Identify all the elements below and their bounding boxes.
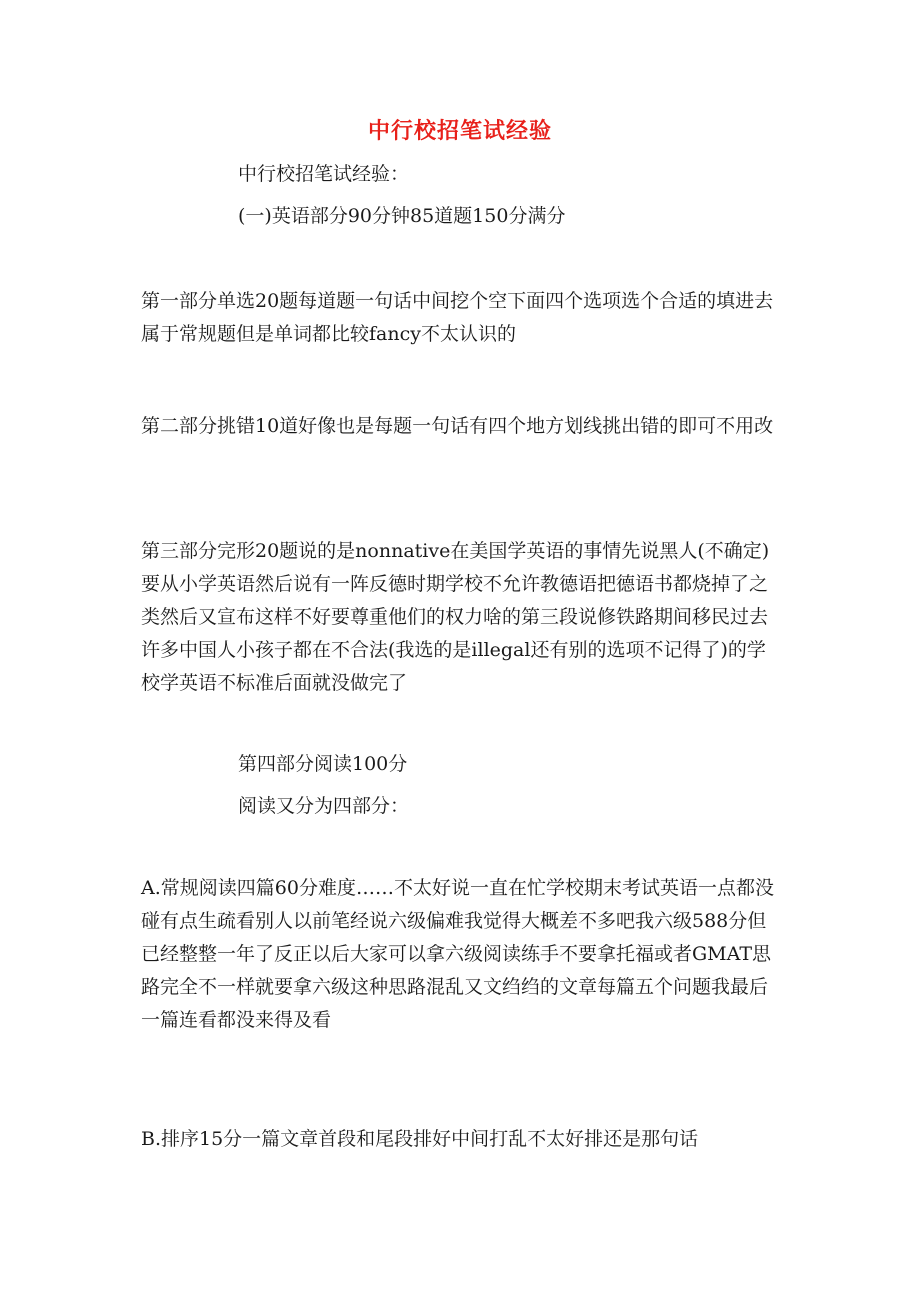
part4-heading: 第四部分阅读100分: [238, 753, 408, 775]
paragraph-part-b-text: B.排序15分一篇文章首段和尾段排好中间打乱不太好排还是那句话: [141, 1128, 699, 1150]
intro-line: 中行校招笔试经验：: [238, 163, 410, 185]
paragraph-part1-text: 第一部分单选20题每道题一句话中间挖个空下面四个选项选个合适的填进去属于常规题但是单词都比较fancy不太认识的: [141, 290, 774, 345]
paragraph-part1: [141, 285, 781, 351]
section-heading-english: (一)英语部分90分钟85道题150分满分: [238, 205, 566, 227]
part4-subheading: 阅读又分为四部分：: [238, 795, 410, 817]
document-title: 中行校招笔试经验: [367, 118, 552, 144]
paragraph-part-a-text: A.常规阅读四篇60分难度……不太好说一直在忙学校期末考试英语一点都没碰有点生疏看别人以前笔经说六级偏难我觉得大概差不多吧我六级588分但已经整整一年了反正以后大家可以拿六级阅读练手不要拿托福或者GMAT思路完全不一样就要拿六级这种思路混乱又文绉绉的文章每篇五个问题我最后一篇连看都没来得及看: [141, 877, 774, 1031]
paragraph-part2-text: 第二部分挑错10道好像也是每题一句话有四个地方划线挑出错的即可不用改: [141, 415, 774, 437]
paragraph-part2: [141, 410, 781, 443]
paragraph-part3: [141, 535, 781, 700]
paragraph-part-b: [141, 1123, 781, 1156]
paragraph-part3-text: 第三部分完形20题说的是nonnative在美国学英语的事情先说黑人(不确定)要从小学英语然后说有一阵反德时期学校不允许教德语把德语书都烧掉了之类然后又宣布这样不好要尊重他们的权力啥的第三段说修铁路期间移民过去许多中国人小孩子都在不合法(我选的是illegal还有别的选项不记得了)的学校学英语不标准后面就没做完了: [141, 540, 770, 694]
paragraph-part-a: [141, 872, 781, 1037]
